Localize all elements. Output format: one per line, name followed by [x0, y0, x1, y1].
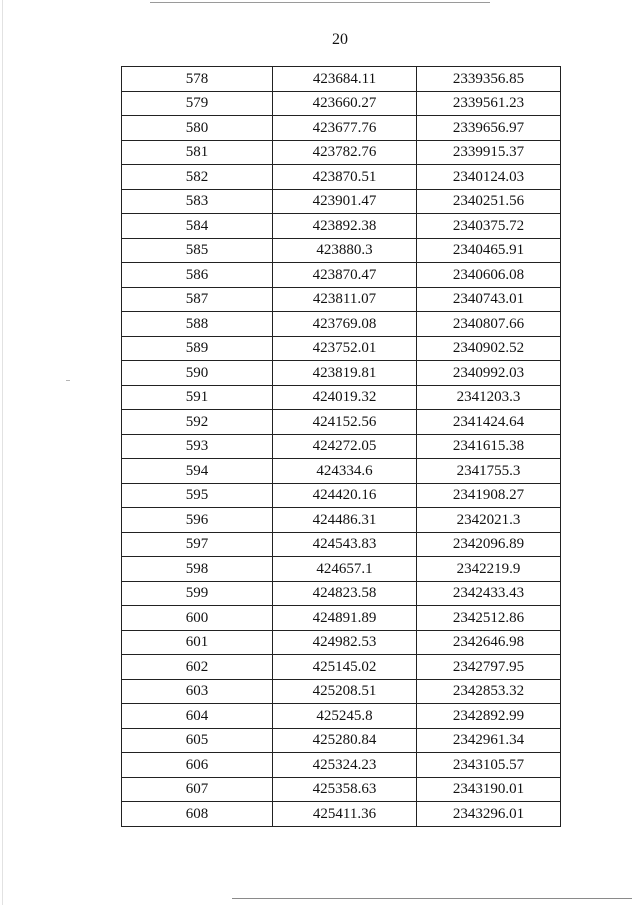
point-number-cell: 583	[122, 189, 273, 214]
y-coordinate-cell: 2343105.57	[417, 753, 561, 778]
point-number-cell: 586	[122, 263, 273, 288]
scan-edge-left	[2, 0, 3, 905]
table-row	[122, 581, 561, 606]
scan-edge-top	[150, 2, 490, 3]
x-coordinate-cell: 423901.47	[273, 189, 417, 214]
point-number-cell: 606	[122, 753, 273, 778]
y-coordinate-cell: 2340375.72	[417, 214, 561, 239]
point-number-cell: 601	[122, 630, 273, 655]
x-coordinate-cell: 425411.36	[273, 802, 417, 827]
y-coordinate-cell: 2342646.98	[417, 630, 561, 655]
x-coordinate-cell: 424019.32	[273, 385, 417, 410]
y-coordinate-cell: 2340124.03	[417, 165, 561, 190]
y-coordinate-cell: 2340902.52	[417, 336, 561, 361]
x-coordinate-cell: 425324.23	[273, 753, 417, 778]
page-number: 20	[332, 31, 348, 48]
x-coordinate-cell: 423677.76	[273, 116, 417, 141]
table-row	[122, 67, 561, 92]
y-coordinate-cell: 2339356.85	[417, 67, 561, 92]
table-row	[122, 410, 561, 435]
table-row	[122, 116, 561, 141]
x-coordinate-cell: 423684.11	[273, 67, 417, 92]
table-row	[122, 655, 561, 680]
table-row	[122, 312, 561, 337]
y-coordinate-cell: 2342853.32	[417, 679, 561, 704]
y-coordinate-cell: 2341908.27	[417, 483, 561, 508]
table-row	[122, 214, 561, 239]
point-number-cell: 587	[122, 287, 273, 312]
x-coordinate-cell: 425145.02	[273, 655, 417, 680]
y-coordinate-cell: 2340606.08	[417, 263, 561, 288]
point-number-cell: 578	[122, 67, 273, 92]
point-number-cell: 592	[122, 410, 273, 435]
y-coordinate-cell: 2343296.01	[417, 802, 561, 827]
y-coordinate-cell: 2343190.01	[417, 777, 561, 802]
point-number-cell: 607	[122, 777, 273, 802]
table-row	[122, 557, 561, 582]
point-number-cell: 581	[122, 140, 273, 165]
x-coordinate-cell: 425280.84	[273, 728, 417, 753]
y-coordinate-cell: 2342096.89	[417, 532, 561, 557]
point-number-cell: 595	[122, 483, 273, 508]
y-coordinate-cell: 2339656.97	[417, 116, 561, 141]
scan-edge-bottom	[232, 898, 632, 899]
table-row	[122, 434, 561, 459]
table-row	[122, 802, 561, 827]
y-coordinate-cell: 2341755.3	[417, 459, 561, 484]
table-row	[122, 630, 561, 655]
x-coordinate-cell: 423892.38	[273, 214, 417, 239]
table-row	[122, 165, 561, 190]
x-coordinate-cell: 424823.58	[273, 581, 417, 606]
y-coordinate-cell: 2340743.01	[417, 287, 561, 312]
y-coordinate-cell: 2340251.56	[417, 189, 561, 214]
y-coordinate-cell: 2340807.66	[417, 312, 561, 337]
table-row	[122, 238, 561, 263]
y-coordinate-cell: 2341615.38	[417, 434, 561, 459]
point-number-cell: 585	[122, 238, 273, 263]
y-coordinate-cell: 2341424.64	[417, 410, 561, 435]
point-number-cell: 600	[122, 606, 273, 631]
point-number-cell: 590	[122, 361, 273, 386]
x-coordinate-cell: 423769.08	[273, 312, 417, 337]
point-number-cell: 584	[122, 214, 273, 239]
table-row	[122, 777, 561, 802]
table-row	[122, 287, 561, 312]
table-row	[122, 606, 561, 631]
x-coordinate-cell: 423660.27	[273, 91, 417, 116]
x-coordinate-cell: 423880.3	[273, 238, 417, 263]
x-coordinate-cell: 424543.83	[273, 532, 417, 557]
table-row	[122, 728, 561, 753]
point-number-cell: 605	[122, 728, 273, 753]
y-coordinate-cell: 2341203.3	[417, 385, 561, 410]
x-coordinate-cell: 424657.1	[273, 557, 417, 582]
x-coordinate-cell: 423782.76	[273, 140, 417, 165]
x-coordinate-cell: 424420.16	[273, 483, 417, 508]
coordinates-table	[121, 66, 561, 827]
y-coordinate-cell: 2342433.43	[417, 581, 561, 606]
y-coordinate-cell: 2340465.91	[417, 238, 561, 263]
point-number-cell: 588	[122, 312, 273, 337]
point-number-cell: 596	[122, 508, 273, 533]
y-coordinate-cell: 2339915.37	[417, 140, 561, 165]
table-row	[122, 679, 561, 704]
x-coordinate-cell: 425358.63	[273, 777, 417, 802]
x-coordinate-cell: 423870.51	[273, 165, 417, 190]
y-coordinate-cell: 2342892.99	[417, 704, 561, 729]
y-coordinate-cell: 2342797.95	[417, 655, 561, 680]
point-number-cell: 593	[122, 434, 273, 459]
table-row	[122, 361, 561, 386]
point-number-cell: 602	[122, 655, 273, 680]
point-number-cell: 599	[122, 581, 273, 606]
point-number-cell: 579	[122, 91, 273, 116]
point-number-cell: 582	[122, 165, 273, 190]
x-coordinate-cell: 425208.51	[273, 679, 417, 704]
x-coordinate-cell: 423811.07	[273, 287, 417, 312]
table-row	[122, 483, 561, 508]
x-coordinate-cell: 424272.05	[273, 434, 417, 459]
x-coordinate-cell: 423819.81	[273, 361, 417, 386]
point-number-cell: 580	[122, 116, 273, 141]
table-row	[122, 753, 561, 778]
scan-mark	[66, 380, 70, 381]
table-row	[122, 336, 561, 361]
x-coordinate-cell: 423752.01	[273, 336, 417, 361]
x-coordinate-cell: 425245.8	[273, 704, 417, 729]
table-row	[122, 263, 561, 288]
x-coordinate-cell: 424334.6	[273, 459, 417, 484]
y-coordinate-cell: 2342961.34	[417, 728, 561, 753]
y-coordinate-cell: 2342021.3	[417, 508, 561, 533]
table-row	[122, 140, 561, 165]
point-number-cell: 598	[122, 557, 273, 582]
table-row	[122, 189, 561, 214]
table-row	[122, 508, 561, 533]
table-row	[122, 385, 561, 410]
y-coordinate-cell: 2339561.23	[417, 91, 561, 116]
table-row	[122, 459, 561, 484]
point-number-cell: 591	[122, 385, 273, 410]
table-row	[122, 91, 561, 116]
point-number-cell: 603	[122, 679, 273, 704]
x-coordinate-cell: 424891.89	[273, 606, 417, 631]
table-row	[122, 532, 561, 557]
y-coordinate-cell: 2342219.9	[417, 557, 561, 582]
y-coordinate-cell: 2340992.03	[417, 361, 561, 386]
y-coordinate-cell: 2342512.86	[417, 606, 561, 631]
point-number-cell: 589	[122, 336, 273, 361]
x-coordinate-cell: 424486.31	[273, 508, 417, 533]
point-number-cell: 604	[122, 704, 273, 729]
table-row	[122, 704, 561, 729]
coordinates-table-body	[122, 67, 561, 827]
x-coordinate-cell: 424152.56	[273, 410, 417, 435]
point-number-cell: 597	[122, 532, 273, 557]
x-coordinate-cell: 424982.53	[273, 630, 417, 655]
point-number-cell: 608	[122, 802, 273, 827]
x-coordinate-cell: 423870.47	[273, 263, 417, 288]
point-number-cell: 594	[122, 459, 273, 484]
